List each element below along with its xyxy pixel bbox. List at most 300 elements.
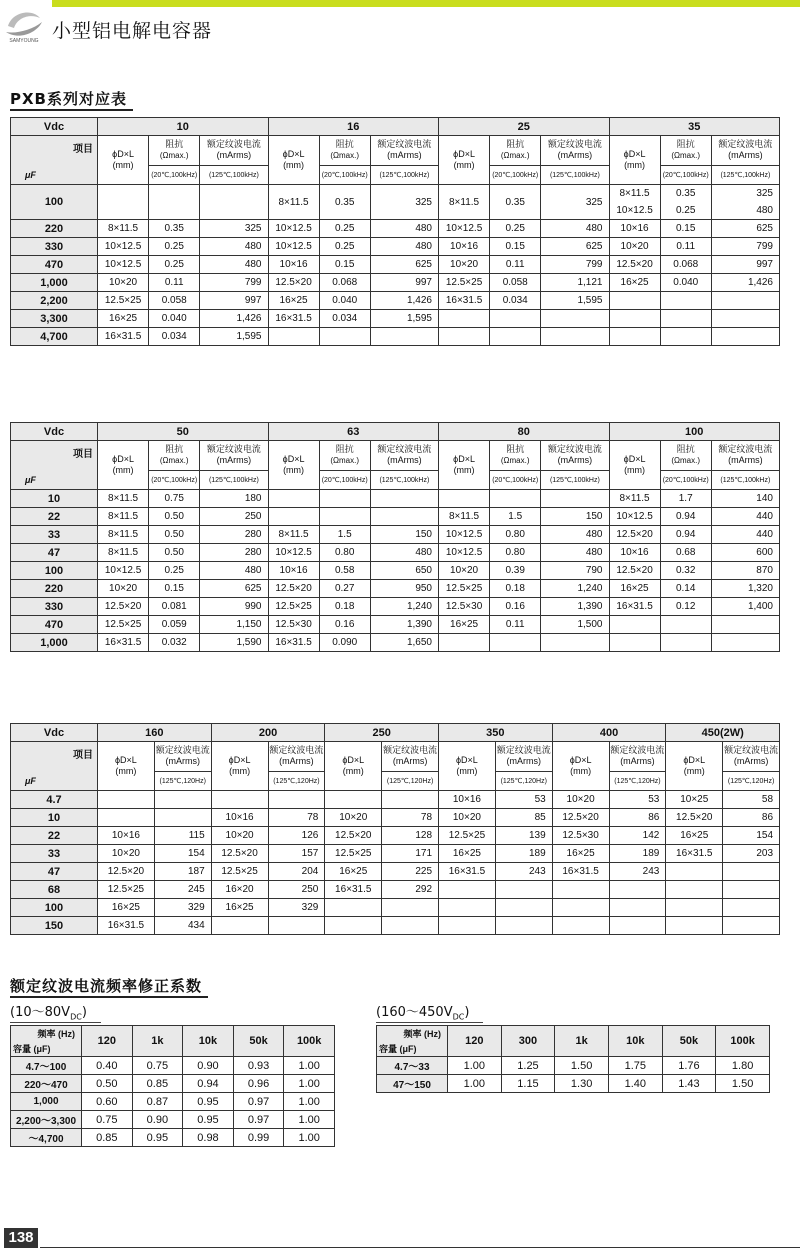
ripple-header (723, 742, 780, 772)
size-cell (666, 899, 723, 917)
size-cell: 16×25 (552, 845, 609, 863)
ripple-cell: 434 (154, 917, 211, 935)
size-cell: 12.5×20 (268, 274, 319, 292)
size-cell: 10×12.5 (609, 508, 660, 526)
impedance-cell: 0.040 (319, 292, 370, 310)
impedance-cell (490, 328, 541, 346)
size-cell: 12.5×25 (211, 863, 268, 881)
impedance-cell: 0.18 (490, 580, 541, 598)
ripple-cell (711, 634, 779, 652)
ripple-cell: 171 (382, 845, 439, 863)
dxl-label: ϕD×L (623, 149, 646, 159)
ripple-label: 额定纹波电流 (610, 745, 665, 756)
frequency-header: 1k (132, 1026, 183, 1057)
ripple-cell (495, 899, 552, 917)
size-cell: 8×11.5 (98, 220, 149, 238)
impedance-header (149, 136, 200, 166)
size-cell: 12.5×25 (325, 845, 382, 863)
capacitance-cell: 1,000 (11, 274, 98, 292)
impedance-cell: 0.11 (660, 238, 711, 256)
ripple-cell: 85 (495, 809, 552, 827)
ripple-cell: 480 (541, 220, 609, 238)
size-cell: 16×25 (268, 292, 319, 310)
table-row (377, 1075, 770, 1093)
ripple-cell: 625 (541, 238, 609, 256)
capacitance-cell: 47 (11, 863, 98, 881)
condition-impedance: (20℃,100kHz) (490, 470, 541, 489)
ripple-cell: 180 (200, 490, 268, 508)
impedance-cell: 0.059 (149, 616, 200, 634)
ripple-cell: 1,595 (200, 328, 268, 346)
table-row (11, 881, 780, 899)
ripple-unit: (mArms) (216, 150, 252, 161)
ripple-cell: 480 (541, 544, 609, 562)
voltage-header: 35 (609, 118, 780, 136)
table-row (11, 508, 780, 526)
coefficient-cell: 1.30 (555, 1075, 609, 1093)
ripple-cell: 78 (382, 809, 439, 827)
ripple-cell (154, 791, 211, 809)
capacity-cell: 2,200～3,300 (11, 1111, 82, 1129)
size-cell (552, 881, 609, 899)
condition-ripple: (125℃,120Hz) (609, 771, 666, 790)
ripple-cell (711, 328, 779, 346)
size-cell: 10×12.5 (268, 220, 319, 238)
frequency-label: 频率 (Hz) (37, 1029, 75, 1039)
impedance-cell: 0.11 (490, 256, 541, 274)
size-cell: 10×20 (609, 238, 660, 256)
ripple-cell: 480 (370, 544, 438, 562)
impedance-unit: (Ωmax.) (500, 151, 530, 161)
capacitance-cell: 33 (11, 526, 98, 544)
ripple-unit: (mArms) (728, 150, 763, 161)
ripple-cell: 1,500 (541, 616, 609, 634)
coefficient-cell: 0.50 (82, 1075, 133, 1093)
dxl-label: ϕD×L (453, 149, 475, 159)
impedance-cell: 0.25 (319, 238, 370, 256)
page-number: 138 (4, 1228, 38, 1248)
ripple-label: 额定纹波电流 (155, 745, 210, 756)
ripple-cell (723, 863, 780, 881)
table-row (11, 580, 780, 598)
ripple-cell (723, 917, 780, 935)
coefficient-cell: 1.75 (608, 1057, 662, 1075)
size-cell: 12.5×20 (325, 827, 382, 845)
size-cell (98, 809, 155, 827)
impedance-cell: 0.25 (319, 220, 370, 238)
coefficient-cell: 1.76 (662, 1057, 716, 1075)
table-row (11, 220, 780, 238)
impedance-header (149, 441, 200, 471)
capacitance-cell: 470 (11, 256, 98, 274)
corner-cell (11, 742, 98, 791)
table-row (11, 1093, 335, 1111)
coefficient-cell: 1.40 (608, 1075, 662, 1093)
impedance-cell: 0.068 (319, 274, 370, 292)
dxl-label: ϕD×L (569, 755, 592, 765)
coefficient-cell: 0.40 (82, 1057, 133, 1075)
impedance-unit: (Ωmax.) (330, 151, 360, 161)
condition-ripple: (125℃,100kHz) (370, 470, 438, 489)
dxl-header (211, 742, 268, 791)
size-cell: 16×25 (666, 827, 723, 845)
ripple-cell: 250 (200, 508, 268, 526)
impedance-cell: 0.80 (490, 544, 541, 562)
table-row (11, 616, 780, 634)
impedance-unit: (Ωmax.) (159, 151, 189, 161)
size-cell (666, 881, 723, 899)
condition-ripple: (125℃,100kHz) (200, 470, 268, 489)
size-cell: 16×25 (439, 845, 496, 863)
size-cell: 10×20 (211, 827, 268, 845)
size-cell: 8×11.5 (439, 508, 490, 526)
ripple-cell: 86 (723, 809, 780, 827)
size-cell: 8×11.5 (98, 508, 149, 526)
ripple-header (370, 136, 438, 166)
size-cell (609, 310, 660, 328)
ripple-cell: 1,240 (541, 580, 609, 598)
impedance-label: 阻抗 (165, 139, 184, 150)
ripple-label: 额定纹波电流 (377, 139, 432, 150)
impedance-cell (149, 185, 200, 220)
condition-ripple: (125℃,100kHz) (200, 165, 268, 184)
dxl-label: ϕD×L (282, 454, 305, 464)
impedance-cell: 0.034 (149, 328, 200, 346)
frequency-header: 100k (284, 1026, 335, 1057)
ripple-cell: 325 (541, 185, 609, 220)
coefficient-cell: 0.95 (183, 1111, 234, 1129)
pxb-table-low-voltage (10, 117, 780, 346)
table-row (11, 863, 780, 881)
voltage-header: 100 (609, 423, 779, 441)
pxb-table-high-voltage (10, 723, 780, 935)
size-cell: 16×31.5 (98, 634, 149, 652)
freq-corner-cell (11, 1026, 82, 1057)
condition-ripple: (125℃,100kHz) (370, 165, 438, 184)
ripple-cell: 203 (723, 845, 780, 863)
impedance-label: 阻抗 (676, 444, 695, 455)
impedance-cell (660, 310, 711, 328)
voltage-header: 63 (268, 423, 439, 441)
ripple-cell: 1,150 (200, 616, 268, 634)
size-cell: 8×11.5 (98, 544, 149, 562)
size-cell: 8×11.5 (268, 526, 319, 544)
impedance-cell: 0.032 (149, 634, 200, 652)
ripple-cell: 142 (609, 827, 666, 845)
capacity-cell: ～4,700 (11, 1129, 82, 1147)
coefficient-cell: 0.75 (82, 1111, 133, 1129)
ripple-cell (541, 490, 609, 508)
capacitance-cell: 22 (11, 508, 98, 526)
coefficient-cell: 1.50 (716, 1075, 770, 1093)
ripple-label: 额定纹波电流 (724, 745, 779, 756)
ripple-cell (382, 899, 439, 917)
coefficient-cell: 0.97 (233, 1093, 284, 1111)
size-cell: 16×20 (211, 881, 268, 899)
ripple-label: 额定纹波电流 (547, 139, 602, 150)
impedance-label: 阻抗 (506, 444, 525, 455)
ripple-unit: (mArms) (392, 756, 428, 767)
ripple-cell: 625 (200, 580, 268, 598)
frequency-header: 50k (233, 1026, 284, 1057)
impedance-cell (319, 508, 370, 526)
condition-ripple: (125℃,100kHz) (711, 165, 779, 184)
voltage-header: 16 (268, 118, 439, 136)
voltage-header: 10 (98, 118, 269, 136)
ripple-cell (541, 328, 609, 346)
freq-correction-title: 额定纹波电流频率修正系数 (10, 975, 208, 998)
ripple-label: 额定纹波电流 (496, 745, 551, 756)
table-row (11, 809, 780, 827)
size-cell (439, 490, 490, 508)
voltage-header: 25 (439, 118, 610, 136)
table-row (11, 328, 780, 346)
ripple-cell: 329 (268, 899, 325, 917)
table-row (11, 1057, 335, 1075)
size-cell: 8×11.5 (98, 526, 149, 544)
ripple-unit: (mArms) (620, 756, 655, 767)
ripple-cell: 480 (200, 256, 268, 274)
coefficient-cell: 0.98 (183, 1129, 234, 1147)
ripple-cell (200, 185, 268, 220)
voltage-header: 350 (439, 724, 553, 742)
ripple-cell: 1,390 (541, 598, 609, 616)
ripple-cell: 280 (200, 544, 268, 562)
ripple-header (495, 742, 552, 772)
coefficient-cell: 0.90 (183, 1057, 234, 1075)
ripple-label: 额定纹波电流 (383, 745, 438, 756)
impedance-cell (660, 616, 711, 634)
condition-impedance: (20℃,100kHz) (149, 165, 200, 184)
table-row (11, 185, 780, 220)
freq-correction-table-high (376, 1025, 770, 1093)
impedance-cell (660, 328, 711, 346)
ripple-unit: (mArms) (728, 455, 763, 466)
pxb-table-mid-voltage (10, 422, 780, 652)
ripple-cell: 78 (268, 809, 325, 827)
condition-ripple: (125℃,120Hz) (268, 771, 325, 790)
impedance-cell: 1.5 (319, 526, 370, 544)
ripple-cell: 189 (609, 845, 666, 863)
ripple-cell: 292 (382, 881, 439, 899)
size-cell: 16×25 (325, 863, 382, 881)
size-cell: 12.5×20 (268, 580, 319, 598)
impedance-header (660, 441, 711, 471)
impedance-cell: 0.15 (149, 580, 200, 598)
coefficient-cell: 1.50 (555, 1057, 609, 1075)
size-cell: 12.5×20 (98, 863, 155, 881)
impedance-unit: (Ωmax.) (671, 456, 701, 466)
impedance-cell (490, 490, 541, 508)
size-cell: 8×11.5 (268, 185, 319, 220)
ripple-cell (723, 881, 780, 899)
dxl-header (552, 742, 609, 791)
dxl-header (439, 742, 496, 791)
size-cell: 12.5×25 (98, 292, 149, 310)
coefficient-cell: 1.43 (662, 1075, 716, 1093)
impedance-cell: 0.35 0.25 (660, 185, 711, 220)
table-row (11, 562, 780, 580)
ripple-cell (370, 328, 438, 346)
corner-cell (11, 441, 98, 490)
table-row (11, 256, 780, 274)
impedance-header (319, 441, 370, 471)
dxl-header (268, 441, 319, 490)
condition-impedance: (20℃,100kHz) (149, 470, 200, 489)
impedance-unit: (Ωmax.) (330, 456, 360, 466)
size-cell (98, 791, 155, 809)
impedance-label: 阻抗 (335, 444, 354, 455)
size-cell (325, 899, 382, 917)
impedance-cell: 0.12 (660, 598, 711, 616)
mm-label: (mm) (570, 766, 592, 776)
size-cell: 10×12.5 (98, 256, 149, 274)
mm-label: (mm) (283, 465, 305, 475)
dxl-header (98, 742, 155, 791)
impedance-cell: 0.040 (660, 274, 711, 292)
impedance-cell: 0.18 (319, 598, 370, 616)
ripple-cell: 140 (711, 490, 779, 508)
ripple-cell: 58 (723, 791, 780, 809)
size-cell: 16×25 (609, 274, 660, 292)
ripple-header (541, 441, 609, 471)
ripple-label: 额定纹波电流 (206, 444, 261, 455)
dxl-header (439, 136, 490, 185)
size-cell: 10×20 (439, 809, 496, 827)
corner-cell (11, 136, 98, 185)
impedance-cell: 0.15 (660, 220, 711, 238)
series-table-title: PXB系列对应表 (10, 88, 133, 111)
impedance-cell: 0.25 (490, 220, 541, 238)
frequency-header: 100k (716, 1026, 770, 1057)
ripple-cell: 1,595 (370, 310, 438, 328)
ripple-header (154, 742, 211, 772)
ripple-cell: 799 (711, 238, 779, 256)
capacitance-cell: 330 (11, 598, 98, 616)
impedance-cell: 1.5 (490, 508, 541, 526)
impedance-cell: 0.27 (319, 580, 370, 598)
table-row (11, 917, 780, 935)
capacitance-cell: 47 (11, 544, 98, 562)
mm-label: (mm) (624, 465, 646, 475)
coefficient-cell: 0.75 (132, 1057, 183, 1075)
capacity-cell: 47～150 (377, 1075, 448, 1093)
ripple-cell (609, 881, 666, 899)
impedance-cell: 0.090 (319, 634, 370, 652)
condition-impedance: (20℃,100kHz) (660, 165, 711, 184)
impedance-cell: 0.75 (149, 490, 200, 508)
dxl-label: ϕD×L (683, 755, 706, 765)
ripple-cell: 480 (370, 238, 438, 256)
size-cell: 10×20 (325, 809, 382, 827)
dxl-header (666, 742, 723, 791)
impedance-cell: 0.16 (319, 616, 370, 634)
mm-label: (mm) (342, 766, 364, 776)
ripple-unit: (mArms) (279, 756, 314, 767)
capacity-cell: 1,000 (11, 1093, 82, 1111)
ripple-cell: 600 (711, 544, 779, 562)
coefficient-cell: 1.80 (716, 1057, 770, 1075)
mm-label: (mm) (453, 160, 475, 170)
ripple-cell: 187 (154, 863, 211, 881)
page-header (0, 0, 800, 44)
capacitance-cell: 10 (11, 809, 98, 827)
ripple-cell (370, 508, 438, 526)
item-label: 项目 (73, 750, 93, 761)
size-cell: 16×31.5 (268, 310, 319, 328)
coefficient-cell: 1.00 (284, 1111, 335, 1129)
impedance-cell: 0.50 (149, 544, 200, 562)
table-row (11, 292, 780, 310)
size-cell: 10×16 (609, 544, 660, 562)
ripple-cell: 1,650 (370, 634, 438, 652)
vdc-label: Vdc (11, 423, 98, 441)
capacitance-cell: 150 (11, 917, 98, 935)
size-cell: 12.5×20 (552, 809, 609, 827)
size-cell: 12.5×30 (439, 598, 490, 616)
vdc-label: Vdc (11, 724, 98, 742)
impedance-cell: 0.058 (149, 292, 200, 310)
ripple-cell: 189 (495, 845, 552, 863)
condition-impedance: (20℃,100kHz) (490, 165, 541, 184)
capacitance-cell: 100 (11, 899, 98, 917)
ripple-cell: 990 (200, 598, 268, 616)
voltage-header: 80 (439, 423, 610, 441)
size-cell: 10×12.5 (98, 562, 149, 580)
size-cell: 12.5×20 (666, 809, 723, 827)
size-cell (439, 634, 490, 652)
impedance-cell: 0.034 (490, 292, 541, 310)
impedance-cell (319, 490, 370, 508)
ripple-cell (609, 899, 666, 917)
dxl-label: ϕD×L (112, 454, 134, 464)
impedance-cell (660, 292, 711, 310)
coefficient-cell: 1.00 (448, 1057, 502, 1075)
mm-label: (mm) (453, 465, 475, 475)
size-cell: 16×25 (98, 899, 155, 917)
size-cell: 16×25 (211, 899, 268, 917)
freq-correction-table-low (10, 1025, 335, 1147)
condition-ripple: (125℃,120Hz) (495, 771, 552, 790)
ripple-cell: 997 (711, 256, 779, 274)
table-row (11, 1075, 335, 1093)
capacitance-cell: 3,300 (11, 310, 98, 328)
ripple-cell: 250 (268, 881, 325, 899)
ripple-cell (382, 791, 439, 809)
size-cell: 10×16 (439, 791, 496, 809)
ripple-unit: (mArms) (506, 756, 542, 767)
voltage-header: 450(2W) (666, 724, 780, 742)
impedance-cell: 0.068 (660, 256, 711, 274)
mm-label: (mm) (624, 160, 646, 170)
ripple-cell (495, 881, 552, 899)
capacitance-cell: 100 (11, 562, 98, 580)
ripple-cell: 280 (200, 526, 268, 544)
ripple-label: 额定纹波电流 (377, 444, 432, 455)
condition-ripple: (125℃,120Hz) (382, 771, 439, 790)
frequency-header: 1k (555, 1026, 609, 1057)
ripple-cell: 625 (711, 220, 779, 238)
impedance-cell: 0.25 (149, 238, 200, 256)
capacitance-cell: 330 (11, 238, 98, 256)
impedance-cell: 0.50 (149, 526, 200, 544)
size-cell: 12.5×25 (98, 616, 149, 634)
coefficient-cell: 1.00 (284, 1057, 335, 1075)
condition-impedance: (20℃,100kHz) (660, 470, 711, 489)
size-cell: 10×20 (98, 580, 149, 598)
coefficient-cell: 0.87 (132, 1093, 183, 1111)
impedance-cell: 0.11 (149, 274, 200, 292)
